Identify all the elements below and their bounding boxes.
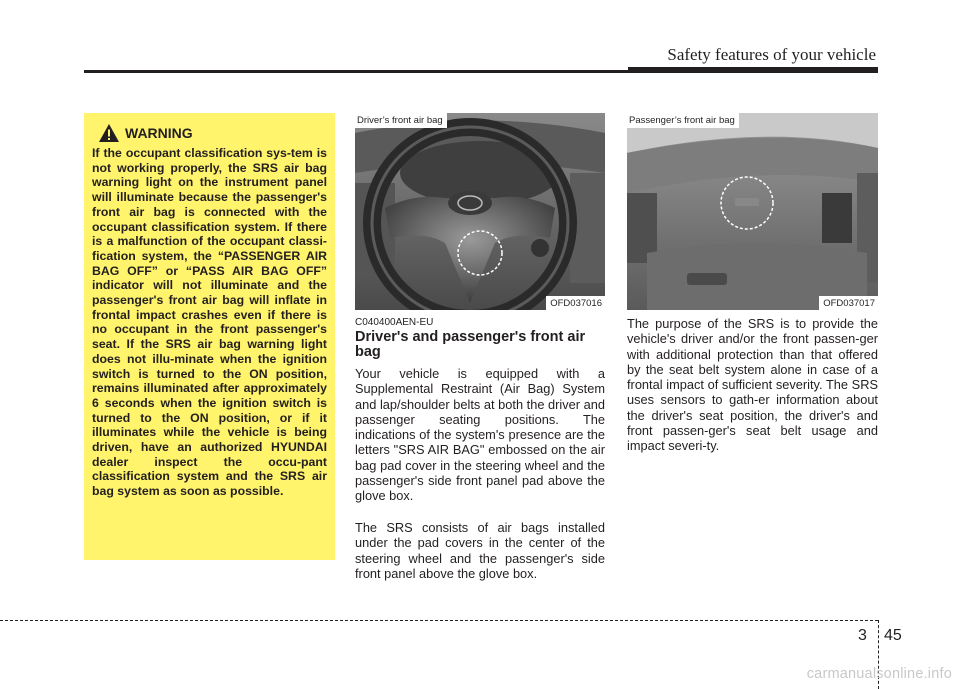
driver-airbag-photo: [355, 113, 605, 310]
paragraph: Your vehicle is equipped with a Supplemental Restraint (Air Bag) System and lap/shoulder belts at both the driver and passenger seating positions. The indications of the system's presence are the letters "SRS AIR BAG" embossed on the air bag pad cover in the steering wheel and the passenger's side front panel pad above the glove box.: [355, 366, 605, 504]
chapter-number: 3: [858, 627, 867, 644]
header-rule-accent: [628, 67, 878, 73]
photo-code: OFD037016: [546, 296, 605, 310]
photo-label: Passenger’s front air bag: [627, 113, 739, 128]
warning-triangle-icon: [98, 123, 120, 143]
page-number: 45: [884, 627, 902, 644]
passenger-airbag-photo: [627, 113, 878, 310]
warning-text: If the occupant classification sys-tem is not working properly, the SRS air bag warning light on the instrument panel will illuminate because the passenger's front air bag is connected with the occupant classification system. If there is a malfunction of the occupant classi-fication system, the “PASSENGER AIR BAG OFF” or “PASS AIR BAG OFF” indicator will not illuminate and the passenger's front air bag will inflate in frontal impact crashes even if there is no occupant in the front passenger's seat. If the SRS air bag warning light does not illu-minate when the ignition switch is turned to the ON position, remains illuminated after approximately 6 seconds when the ignition switch is turned to the ON position, or if it illuminates while the vehicle is being driven, have an authorized HYUNDAI dealer inspect the occu-pant classification system and the SRS air bag system as soon as possible.: [92, 146, 327, 499]
section-title: Safety features of your vehicle: [667, 45, 876, 64]
footer-rule: [0, 620, 878, 621]
paragraph: The purpose of the SRS is to provide the vehicle's driver and/or the front passen-ger with additional protection than that offered by the seat belt system alone in case of a frontal impact of sufficient severity. The SRS uses sensors to gath-er information about the driver's seat position, the driver's and front passen-ger's seat belt usage and impact severi-ty.: [627, 316, 878, 454]
document-code: C040400AEN-EU: [355, 317, 434, 328]
steering-wheel-illustration: [355, 113, 605, 310]
paragraph: The SRS consists of air bags installed under the pad covers in the center of the steering wheel and the passenger's side front panel above the glove box.: [355, 520, 605, 581]
warning-header: [98, 123, 327, 143]
warning-title: WARNING: [125, 125, 193, 141]
photo-label: Driver’s front air bag: [355, 113, 447, 128]
warning-box: [84, 113, 335, 560]
photo-code: OFD037017: [819, 296, 878, 310]
section-heading: Driver's and passenger's front air bag: [355, 329, 586, 360]
watermark: carmanualsonline.info: [806, 666, 952, 682]
dashboard-illustration: [627, 113, 878, 310]
